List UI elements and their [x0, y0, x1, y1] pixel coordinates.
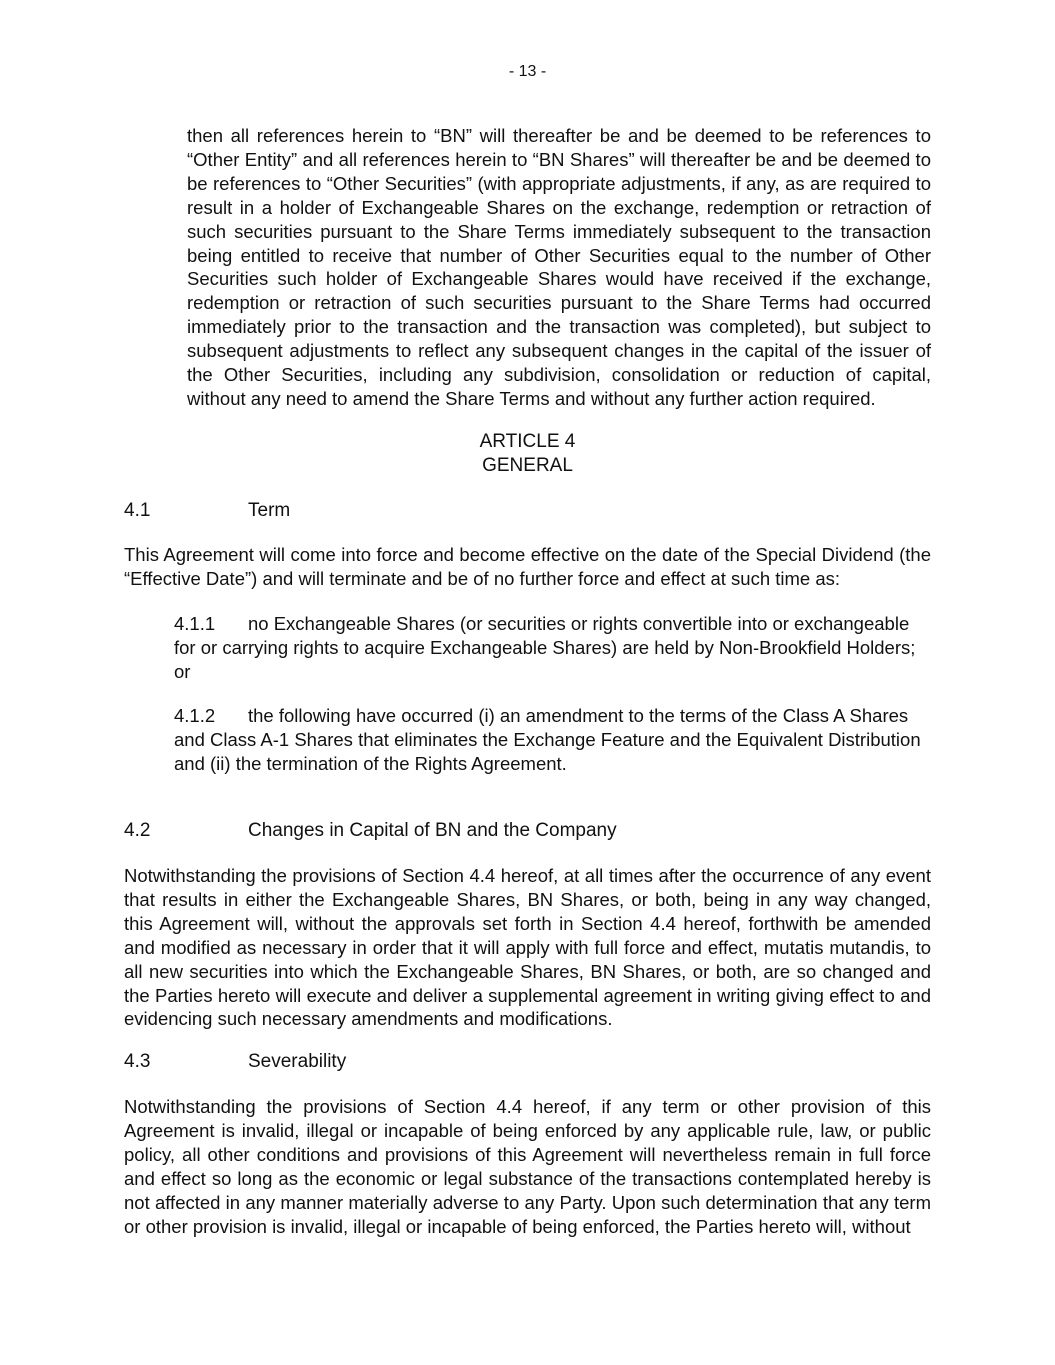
- section-number: 4.2: [124, 820, 151, 841]
- section-title: Severability: [248, 1051, 347, 1072]
- section-number: 4.3: [124, 1051, 151, 1072]
- section-number: 4.1: [124, 500, 151, 521]
- subsection-number: 4.1.2: [174, 705, 216, 726]
- subsection-text: no Exchangeable Shares (or securities or rights convertible into or exchangeable for or carrying rights to acquire Exchangeable Shares) are held by Non-Brookfield Holders; or: [174, 613, 916, 682]
- section-heading-4-1: [124, 499, 290, 523]
- section-body-4-2: Notwithstanding the provisions of Section 4.4 hereof, at all times after the occurrence of any event that results in either the Exchangeable Shares, BN Shares, or both, being in any way changed, this Agreement will, without the approvals set forth in Section 4.4 hereof, forthwith be amended and modified as necessary in order that it will apply with full force and effect, mutatis mutandis, to all new securities into which the Exchangeable Shares, BN Shares, or both, are so changed and the Parties hereto will execute and deliver a supplemental agreement in writing giving effect to and evidencing such necessary amendments and modifications.: [124, 865, 931, 1030]
- section-title: Changes in Capital of BN and the Company: [248, 820, 617, 841]
- article-number: ARTICLE 4: [479, 431, 576, 452]
- subsection-text: the following have occurred (i) an amendment to the terms of the Class A Shares and Class A-1 Shares that eliminates the Exchange Feature and the Equivalent Distribution and (ii) the termination of the Rights Agreement.: [174, 705, 921, 774]
- subsection-number: 4.1.1: [174, 613, 216, 634]
- section-body-4-1: This Agreement will come into force and become effective on the date of the Special Dividend (the “Effective Date”) and will terminate and be of no further force and effect at such time as:: [124, 544, 931, 589]
- section-heading-4-3: [124, 1050, 346, 1074]
- article-title: GENERAL: [482, 455, 573, 476]
- continuation-paragraph: then all references herein to “BN” will thereafter be and be deemed to be references to “Other Entity” and all references herein to “BN Shares” will thereafter be and be deemed to be references to “Other Securities” (with appropriate adjustments, if any, as are required to result in a holder of Exchangeable Shares on the exchange, redemption or retraction of such securities pursuant to the Share Terms immediately subsequent to the transaction being entitled to receive that number of Other Securities equal to the number of Other Securities such holder of Exchangeable Shares would have received if the exchange, redemption or retraction of such securities pursuant to the Share Terms had occurred immediately prior to the transaction and the transaction was completed), but subject to subsequent adjustments to reflect any subsequent changes in the capital of the issuer of the Other Securities, including any subdivision, consolidation or reduction of capital, without any need to amend the Share Terms and without any further action required.: [187, 125, 931, 409]
- subsection-4-1-1: [174, 612, 931, 684]
- section-title: Term: [248, 500, 291, 521]
- subsection-4-1-2: [174, 704, 931, 776]
- section-heading-4-2: [124, 819, 617, 843]
- page-number: - 13 -: [508, 63, 547, 80]
- section-body-4-3: Notwithstanding the provisions of Section 4.4 hereof, if any term or other provision of this Agreement is invalid, illegal or incapable of being enforced by any applicable rule, law, or public policy, all other conditions and provisions of this Agreement will nevertheless remain in full force and effect so long as the economic or legal substance of the transactions contemplated hereby is not affected in any manner materially adverse to any Party. Upon such determination that any term or other provision is invalid, illegal or incapable of being enforced, the Parties hereto will, without: [124, 1096, 931, 1237]
